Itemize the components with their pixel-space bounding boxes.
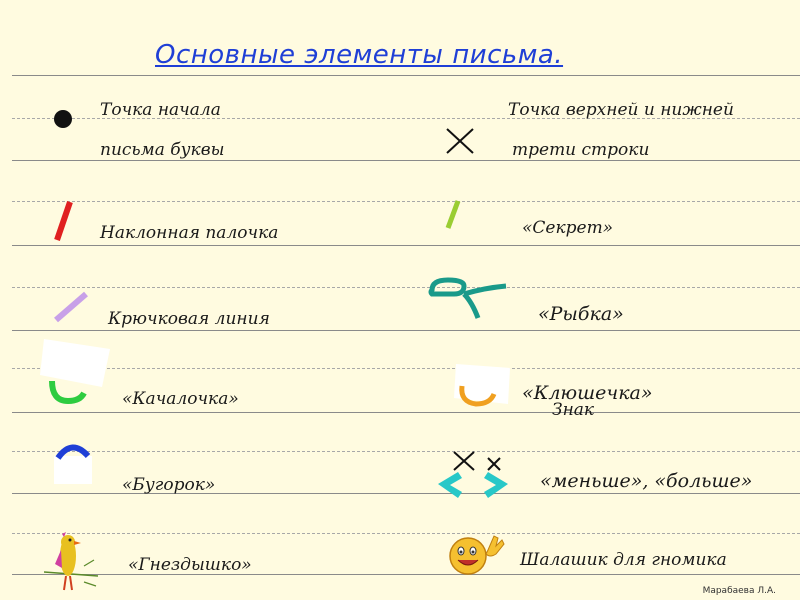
- waving-smiley-icon: [444, 532, 506, 578]
- ruled-line: [12, 75, 800, 76]
- rocking-curve-icon: [38, 335, 118, 409]
- label-slanted-stick: Наклонная палочка: [100, 223, 279, 243]
- hook-line-icon: [48, 290, 92, 326]
- label-hook-line: Крючковая линия: [108, 309, 270, 329]
- label-hump: «Бугорок»: [122, 475, 216, 495]
- dashed-line: [12, 201, 800, 202]
- label-nest: «Гнездышко»: [128, 555, 252, 575]
- label-start-point-line2: письма буквы: [100, 140, 225, 160]
- dashed-line: [12, 533, 800, 534]
- hump-arc-icon: [50, 438, 100, 486]
- short-slanted-stick-icon: [440, 198, 464, 232]
- ruled-line: [12, 330, 800, 331]
- slanted-stick-icon: [48, 198, 78, 244]
- label-third-points-line1: Точка верхней и нижней: [508, 100, 734, 120]
- label-club: «Клюшечка»: [522, 382, 653, 404]
- slide-title: Основные элементы письма.: [155, 40, 564, 70]
- dashed-line: [12, 368, 800, 369]
- label-gnome-hut: Шалашик для гномика: [520, 550, 727, 570]
- fish-loop-icon: [424, 272, 512, 324]
- bird-nest-icon: [44, 532, 100, 592]
- black-dot-icon: [50, 106, 76, 132]
- author-credit: Марабаева Л.А.: [702, 586, 776, 596]
- ruled-line: [12, 160, 800, 161]
- ruled-line: [12, 412, 800, 413]
- dashed-line: [12, 451, 800, 452]
- cross-mark-icon: [444, 126, 476, 156]
- dashed-line: [12, 287, 800, 288]
- label-rocker: «Качалочка»: [122, 389, 239, 409]
- label-secret: «Секрет»: [522, 218, 614, 238]
- label-fish: «Рыбка»: [538, 303, 624, 325]
- label-less-greater: «меньше», «больше»: [540, 470, 753, 492]
- ruled-line: [12, 245, 800, 246]
- less-greater-signs-icon: [434, 448, 514, 498]
- label-sign: Знак: [552, 400, 595, 420]
- label-start-point-line1: Точка начала: [100, 100, 221, 120]
- club-hook-icon: [448, 358, 516, 412]
- label-third-points-line2: трети строки: [512, 140, 650, 160]
